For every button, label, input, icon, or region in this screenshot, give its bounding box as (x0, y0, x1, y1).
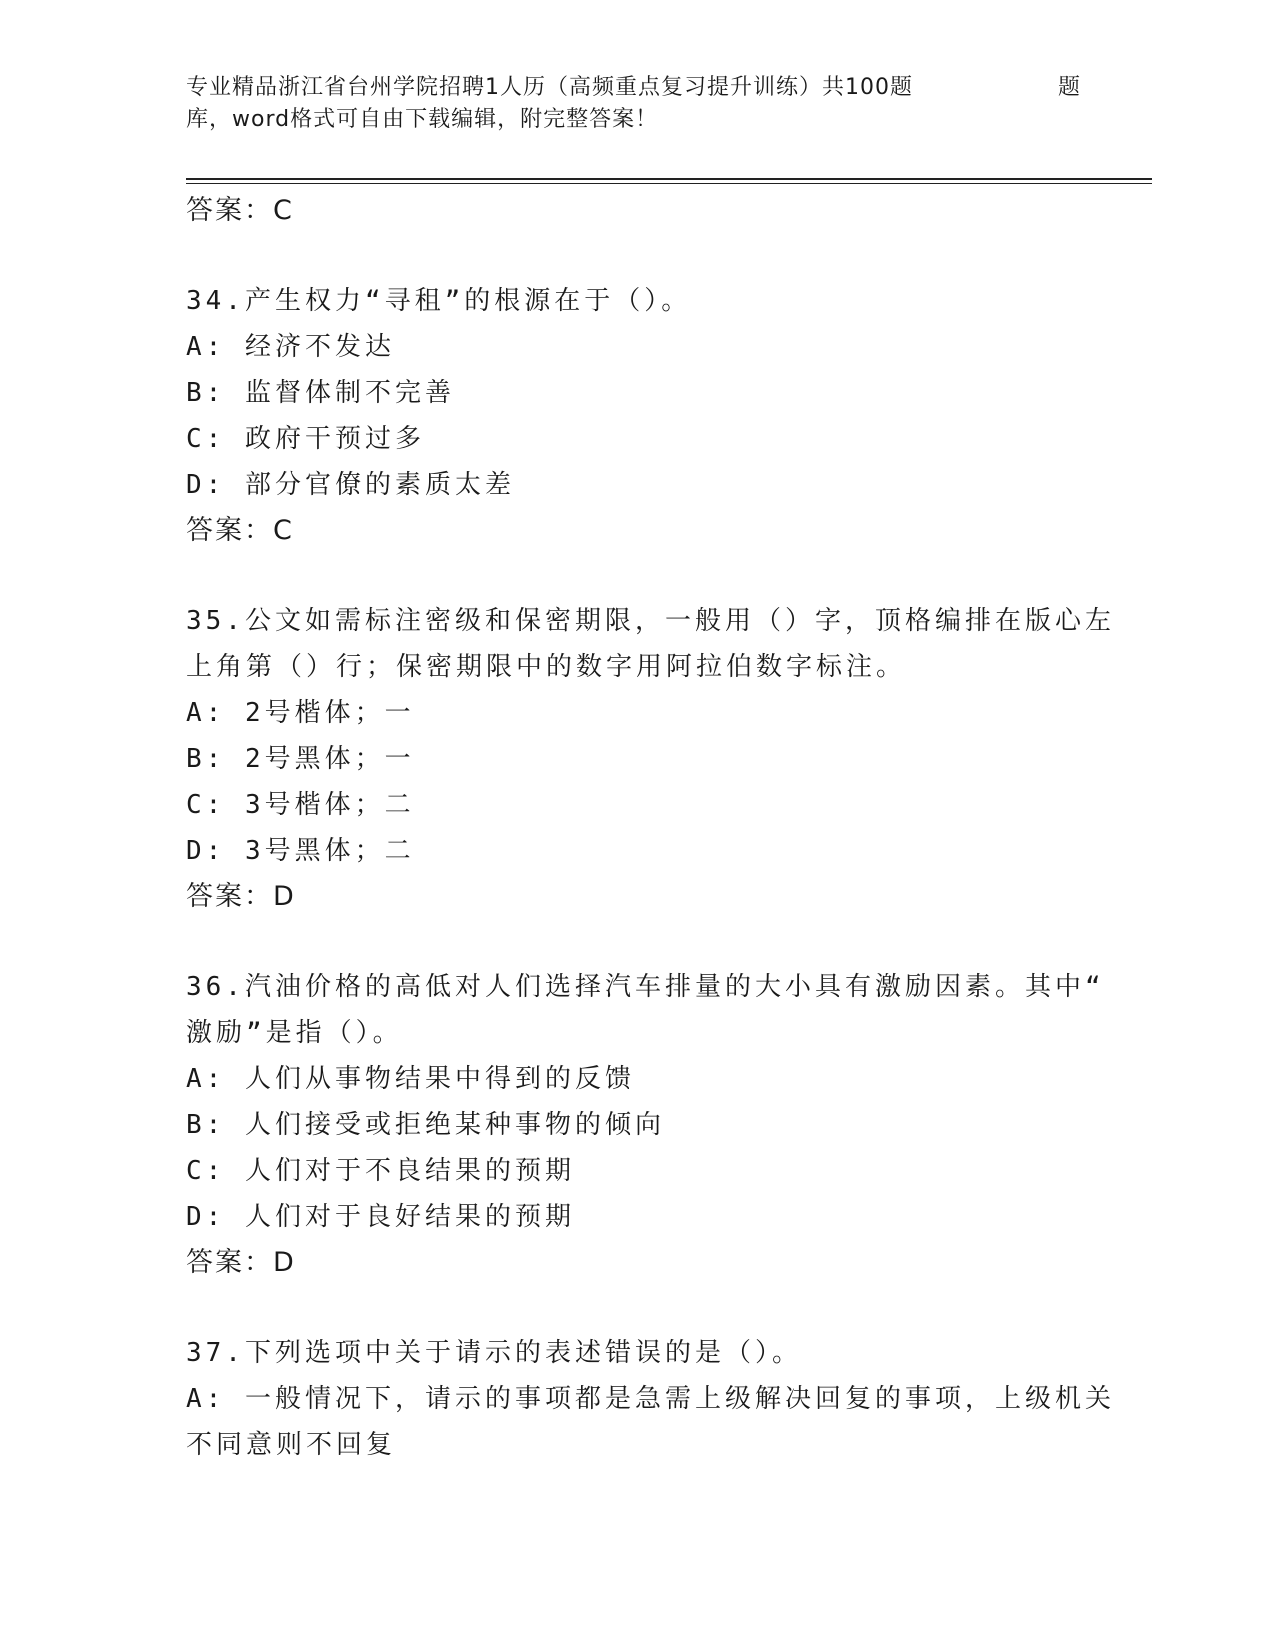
header-line-1 (186, 72, 1086, 104)
spacer (186, 554, 1086, 598)
question-stem: 35.公文如需标注密级和保密期限，一般用（）字，顶格编排在版心左 (186, 606, 1115, 636)
option-a-continued: 不同意则不回复 (186, 1430, 397, 1460)
option-a: A: 一般情况下，请示的事项都是急需上级解决回复的事项，上级机关 (186, 1384, 1115, 1414)
answer-line: 答案：D (186, 881, 296, 912)
option-b: B: 人们接受或拒绝某种事物的倾向 (186, 1110, 665, 1140)
question-stem: 37.下列选项中关于请示的表述错误的是（）。 (186, 1338, 802, 1368)
page-header (186, 72, 1086, 136)
option-a: A: 经济不发达 (186, 332, 395, 362)
question-block (186, 964, 1105, 1286)
question-stem: 36.汽油价格的高低对人们选择汽车排量的大小具有激励因素。其中“ (186, 972, 1105, 1002)
answer-line: 答案：C (186, 515, 294, 546)
answer-line: 答案：C (186, 195, 294, 226)
header-divider-thin (186, 183, 1152, 184)
option-b: B: 监督体制不完善 (186, 378, 455, 408)
option-d: D: 3号黑体；二 (186, 836, 415, 866)
question-stem-continued: 激励”是指（）。 (186, 1018, 403, 1048)
option-d: D: 人们对于良好结果的预期 (186, 1202, 575, 1232)
question-stem: 34.产生权力“寻租”的根源在于（）。 (186, 286, 692, 316)
header-title: 专业精品浙江省台州学院招聘1人历（高频重点复习提升训练）共100题 (186, 75, 913, 100)
question-block (186, 1330, 1115, 1468)
spacer (186, 920, 1086, 964)
header-line-2: 库，word格式可自由下载编辑，附完整答案！ (186, 107, 659, 132)
document-body (186, 188, 1115, 1468)
spacer (186, 234, 1086, 278)
option-a: A: 人们从事物结果中得到的反馈 (186, 1064, 635, 1094)
spacer (186, 1286, 1086, 1330)
option-c: C: 人们对于不良结果的预期 (186, 1156, 575, 1186)
option-c: C: 3号楷体；二 (186, 790, 415, 820)
question-block (186, 598, 1115, 920)
header-divider-thick (186, 178, 1152, 180)
question-block (186, 278, 1086, 554)
option-a: A: 2号楷体；一 (186, 698, 415, 728)
option-d: D: 部分官僚的素质太差 (186, 470, 515, 500)
header-title-overflow: 题 (1058, 75, 1082, 100)
answer-line: 答案：D (186, 1247, 296, 1278)
question-stem-continued: 上角第（）行；保密期限中的数字用阿拉伯数字标注。 (186, 652, 907, 682)
option-c: C: 政府干预过多 (186, 424, 425, 454)
option-b: B: 2号黑体；一 (186, 744, 415, 774)
